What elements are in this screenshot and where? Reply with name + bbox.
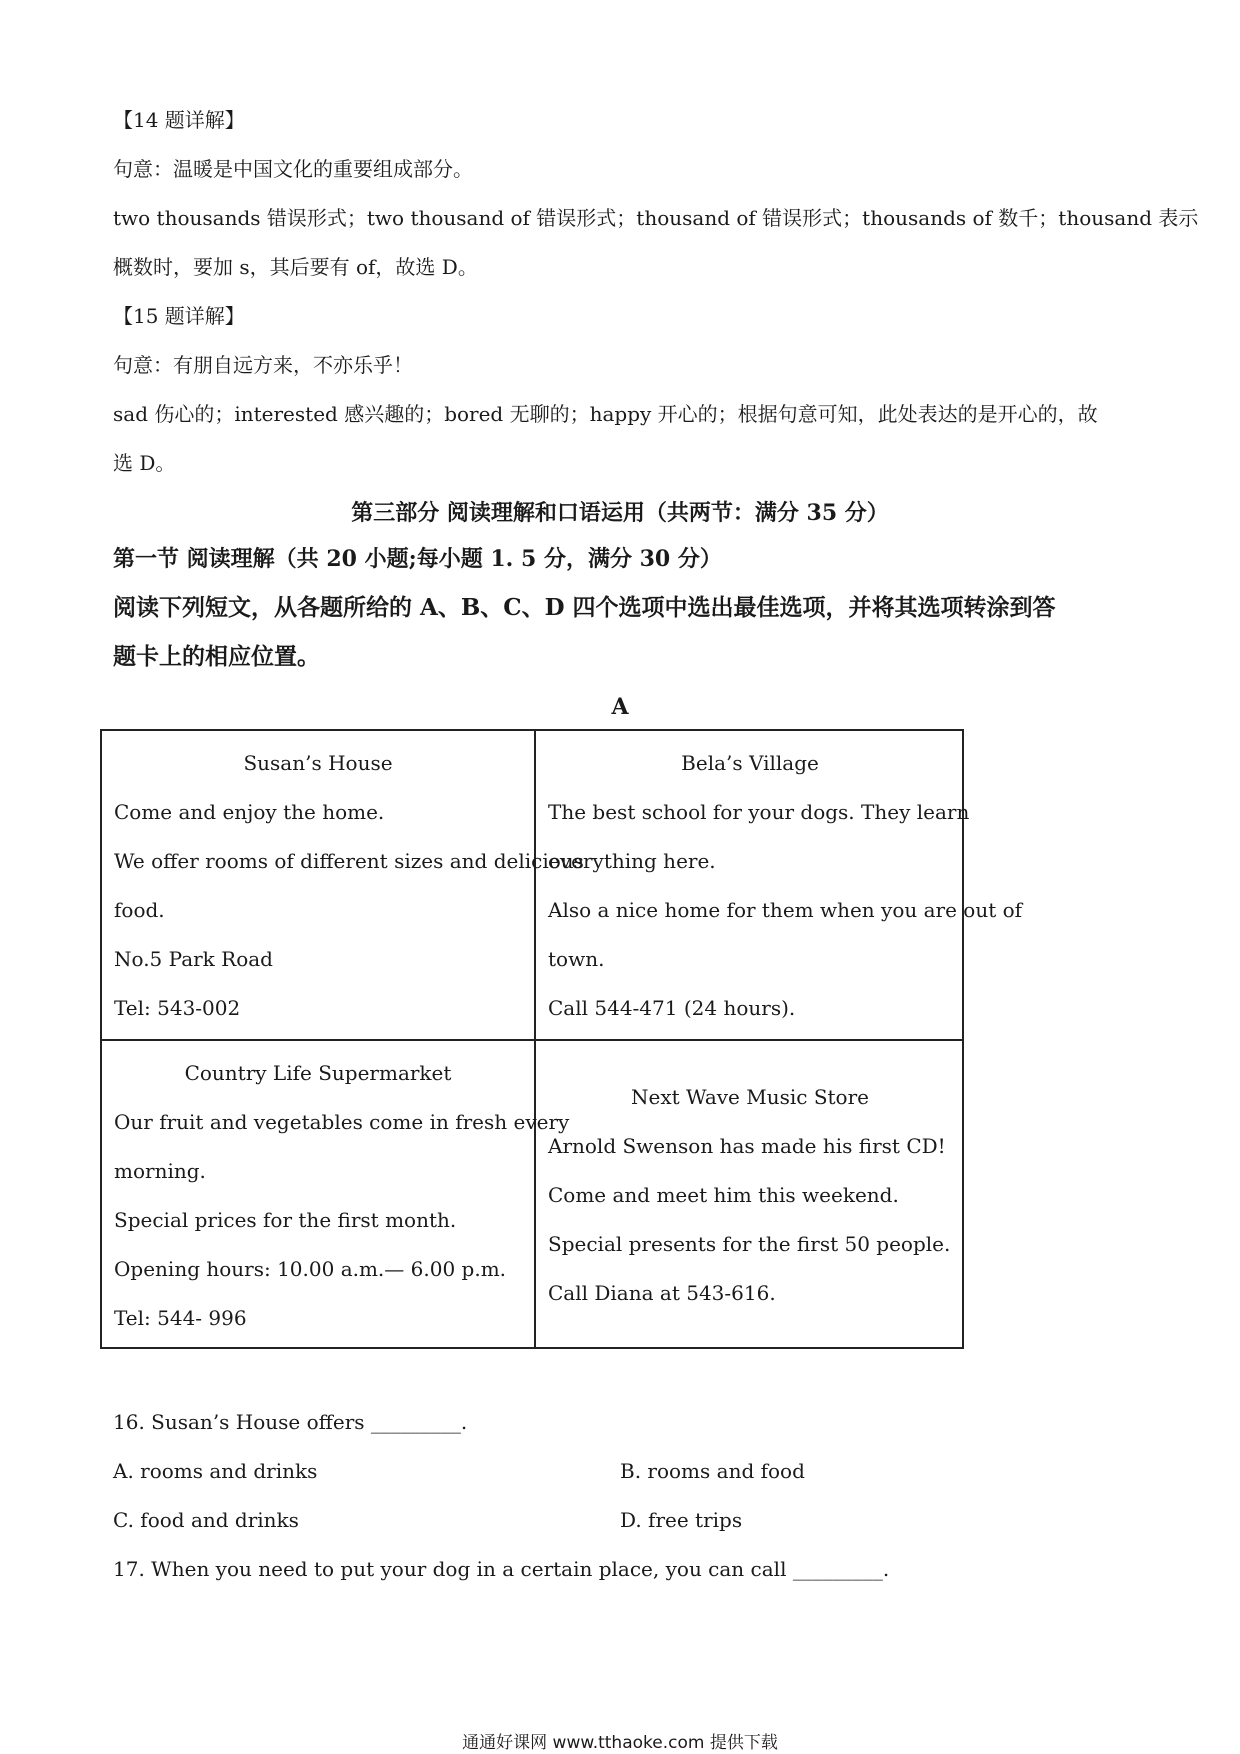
q14-meaning: 句意：温暖是中国文化的重要组成部分。 bbox=[113, 157, 473, 181]
ad-title: Next Wave Music Store bbox=[631, 1085, 869, 1109]
ad-title: Susan’s House bbox=[243, 751, 393, 775]
ad-line: No.5 Park Road bbox=[114, 947, 273, 971]
ad-line: We offer rooms of different sizes and delicious bbox=[114, 849, 584, 873]
ads-table bbox=[100, 729, 1023, 1349]
ad-line: Our fruit and vegetables come in fresh every bbox=[114, 1110, 570, 1134]
ad-line: Tel: 544- 996 bbox=[114, 1306, 247, 1330]
q14-explanation-2: 概数时，要加 s，其后要有 of，故选 D。 bbox=[113, 255, 478, 279]
ad-line: Come and enjoy the home. bbox=[114, 800, 385, 824]
ad-line: Come and meet him this weekend. bbox=[548, 1183, 899, 1207]
q14-header: 【14 题详解】 bbox=[113, 108, 245, 132]
ad-line: Call 544-471 (24 hours). bbox=[548, 996, 796, 1020]
ad-line: Tel: 543-002 bbox=[114, 996, 241, 1020]
ad-line: everything here. bbox=[548, 849, 716, 873]
ad-line: Arnold Swenson has made his first CD! bbox=[548, 1134, 946, 1158]
q17-stem: 17. When you need to put your dog in a certain place, you can call _________. bbox=[113, 1557, 890, 1581]
ad-title: Country Life Supermarket bbox=[184, 1061, 452, 1085]
page-footer: 通通好课网 www.tthaoke.com 提供下载 bbox=[462, 1733, 778, 1753]
part3-title: 第三部分 阅读理解和口语运用（共两节：满分 35 分） bbox=[351, 500, 889, 526]
q16-option-c[interactable]: C. food and drinks bbox=[113, 1508, 299, 1532]
q16-option-b[interactable]: B. rooms and food bbox=[620, 1459, 805, 1483]
instruction-line-2: 题卡上的相应位置。 bbox=[113, 643, 320, 670]
ad-next-wave-music-store bbox=[536, 1041, 964, 1347]
ad-line: The best school for your dogs. They learn bbox=[548, 800, 970, 824]
q15-meaning: 句意：有朋自远方来，不亦乐乎！ bbox=[113, 353, 413, 377]
q15-explanation-1: sad 伤心的；interested 感兴趣的；bored 无聊的；happy 开心的；根据句意可知，此处表达的是开心的，故 bbox=[113, 402, 1098, 426]
q16-stem: 16. Susan’s House offers _________. bbox=[113, 1410, 468, 1434]
ad-line: food. bbox=[114, 898, 165, 922]
q16-option-d[interactable]: D. free trips bbox=[620, 1508, 743, 1532]
ad-country-life-supermarket bbox=[102, 1041, 570, 1347]
ad-line: Also a nice home for them when you are out of bbox=[548, 898, 1023, 922]
ad-line: Special prices for the first month. bbox=[114, 1208, 457, 1232]
section1-title: 第一节 阅读理解（共 20 小题;每小题 1. 5 分，满分 30 分） bbox=[113, 546, 722, 572]
ad-line: town. bbox=[548, 947, 605, 971]
ad-title: Bela’s Village bbox=[681, 751, 819, 775]
instruction-line-1: 阅读下列短文，从各题所给的 A、B、C、D 四个选项中选出最佳选项，并将其选项转涂到答 bbox=[113, 594, 1056, 621]
q14-explanation-1: two thousands 错误形式；two thousand of 错误形式；thousand of 错误形式；thousands of 数千；thousand 表示 bbox=[113, 206, 1199, 230]
q15-explanation-2: 选 D。 bbox=[113, 451, 176, 475]
ad-line: morning. bbox=[114, 1159, 206, 1183]
ad-line: Call Diana at 543-616. bbox=[548, 1281, 776, 1305]
passage-label: A bbox=[611, 694, 629, 720]
ad-line: Special presents for the first 50 people. bbox=[548, 1232, 951, 1256]
q15-header: 【15 题详解】 bbox=[113, 304, 245, 328]
ad-belas-village bbox=[536, 731, 1023, 1039]
q16-option-a[interactable]: A. rooms and drinks bbox=[113, 1459, 318, 1483]
ad-line: Opening hours: 10.00 a.m.— 6.00 p.m. bbox=[114, 1257, 507, 1281]
